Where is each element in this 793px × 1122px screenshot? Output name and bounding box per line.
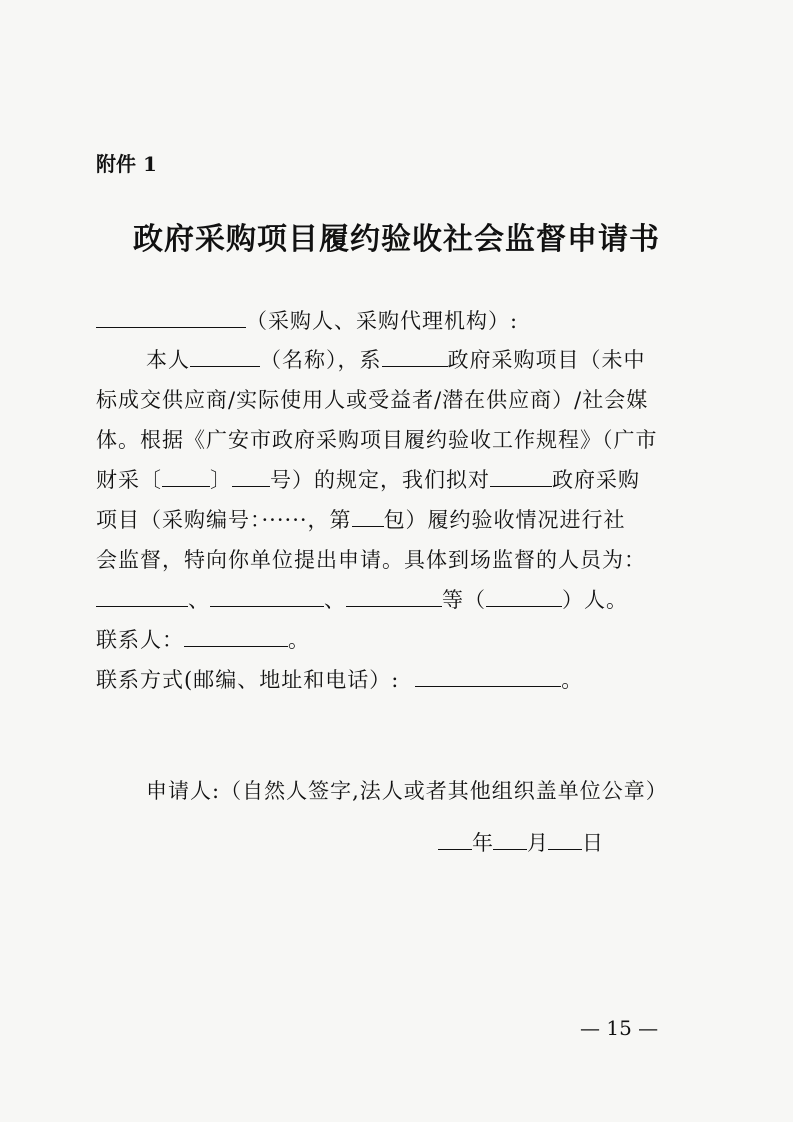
contact-line: 联系人： 。 [96, 628, 310, 652]
contact-method-blank[interactable] [415, 668, 561, 687]
attachment-label: 附件 1 [96, 152, 157, 176]
project-blank[interactable] [382, 348, 448, 367]
body-line-4: 体。根据《广安市政府采购项目履约验收工作规程》（广市 [96, 428, 658, 452]
year-blank[interactable] [438, 831, 472, 850]
page-number: — 15 — [580, 1016, 659, 1040]
document-year-blank[interactable] [162, 468, 210, 487]
date-line: 年 月 日 [438, 827, 603, 857]
supervisor-2-blank[interactable] [210, 588, 324, 607]
body-line-7: 会监督，特向你单位提出申请。具体到场监督的人员为： [96, 548, 646, 572]
target-project-blank[interactable] [490, 468, 552, 487]
body-line-6: 项目（采购编号：······，第 包）履约验收情况进行社 [96, 508, 626, 532]
contact-person-blank[interactable] [184, 628, 288, 647]
name-blank[interactable] [190, 348, 260, 367]
addressee-line: （采购人、采购代理机构）: [96, 305, 518, 335]
page-title: 政府采购项目履约验收社会监督申请书 [133, 222, 660, 257]
day-blank[interactable] [548, 831, 582, 850]
contact-method-line: 联系方式(邮编、地址和电话）: 。 [96, 668, 584, 692]
supervisor-count-blank[interactable] [486, 588, 562, 607]
addressee-blank[interactable] [96, 309, 246, 328]
supervisor-3-blank[interactable] [346, 588, 442, 607]
supervisor-1-blank[interactable] [96, 588, 188, 607]
body-line-8: 、 、 等（ ）人。 [96, 584, 628, 614]
body-line-5: 财采〔 〕 号）的规定，我们拟对 政府采购 [96, 468, 640, 492]
document-number-blank[interactable] [232, 468, 270, 487]
applicant-signature-line: 申请人:（自然人签字,法人或者其他组织盖单位公章） [146, 779, 668, 803]
month-blank[interactable] [493, 831, 527, 850]
body-line-2: 本人 （名称），系 政府采购项目（未中 [146, 348, 646, 372]
package-number-blank[interactable] [352, 508, 384, 527]
body-line-3: 标成交供应商/实际使用人或受益者/潜在供应商）/社会媒 [96, 388, 649, 412]
